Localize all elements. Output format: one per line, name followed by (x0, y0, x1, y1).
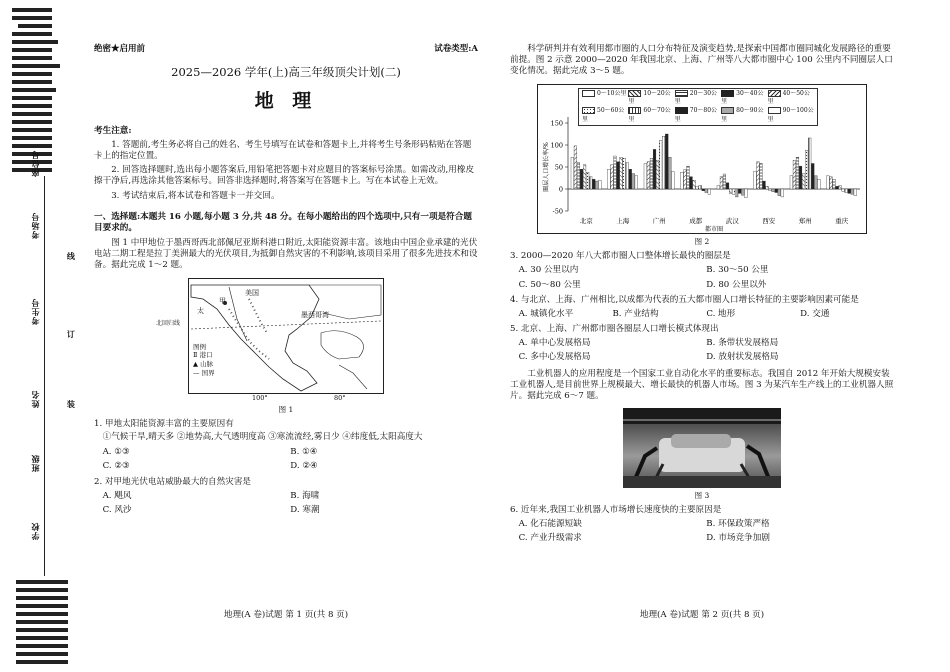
bar (623, 158, 626, 189)
bar (583, 164, 586, 188)
bar (668, 157, 671, 189)
y-tick-label: 0 (558, 185, 563, 194)
question-1-items: ①气候干旱,晴天多 ②地势高,大气透明度高 ③寒流流经,雾日少 ④纬度低,太阳高度大 (102, 432, 423, 443)
bar (757, 161, 760, 188)
bar (656, 160, 659, 189)
notice-3: 3. 考试结束后,将本试卷和答题卡一并交回。 (111, 190, 280, 201)
figure-3-caption: 图 3 (694, 491, 710, 501)
school-label: 学校 (30, 522, 40, 540)
bar (580, 169, 583, 189)
bar (586, 172, 589, 189)
bar (708, 189, 711, 194)
x-tick-label: 西安 (762, 216, 776, 225)
bar (796, 157, 799, 189)
bar (671, 171, 674, 189)
q4-option-c[interactable]: C. 地形 (706, 308, 736, 319)
seal-xian: 线 (66, 252, 77, 260)
bar (729, 189, 732, 193)
bar (690, 176, 693, 188)
q3-option-b[interactable]: B. 30～50 公里 (706, 265, 769, 276)
bar (817, 179, 820, 189)
bar (763, 181, 766, 189)
q6-option-a[interactable]: A. 化石能源短缺 (518, 519, 582, 530)
bar (626, 162, 629, 188)
map-legend-title: 图例 (193, 342, 206, 351)
bar (732, 189, 735, 194)
exam-title: 2025—2026 学年(上)高三年级顶尖计划(二) (171, 65, 401, 80)
bar (699, 185, 702, 189)
legend-item: 0～10公里 (582, 90, 628, 107)
bar (830, 176, 833, 188)
question-5: 5. 北京、上海、广州都市圈各圈层人口增长模式体现出 (510, 324, 719, 335)
bar (598, 180, 601, 189)
bar (799, 166, 802, 189)
q5-option-d[interactable]: D. 放射状发展格局 (706, 352, 779, 363)
map-lon-100: 100° (252, 393, 268, 402)
bar (793, 160, 796, 189)
bar (854, 189, 857, 196)
bar (726, 182, 729, 188)
map-legend-mountain: ▲ 山脉 (193, 360, 214, 369)
map-tropic: 北回归线 (156, 319, 181, 327)
x-tick-label: 北京 (579, 216, 593, 225)
bar (620, 157, 623, 189)
q4-option-a[interactable]: A. 城镇化水平 (518, 308, 574, 319)
page-1-footer: 地理(A 卷)试题 第 1 页(共 8 页) (223, 610, 349, 620)
bar (629, 169, 632, 189)
q2-option-d[interactable]: D. 寒潮 (290, 505, 320, 516)
exam-room-label: 考场号 (30, 212, 40, 239)
x-axis-label: 都市圈 (704, 225, 724, 233)
seal-ding: 订 (66, 330, 77, 338)
bar (617, 161, 620, 188)
map-legend-port: Ⅱ 港口 (193, 351, 213, 360)
notice-2: 2. 回答选择题时,选出每小题答案后,用铅笔把答题卡对应题目的答案标号涂黑。如需改动,用橡皮擦干净后,再选涂其他答案标号。回答非选择题时,将答案写在答题卡上。写在本试卷上无效。 (94, 165, 475, 187)
bar (717, 185, 720, 189)
x-tick-label: 广州 (652, 216, 666, 225)
bar (845, 189, 848, 193)
bar (577, 162, 580, 188)
page-2 (510, 44, 894, 664)
figure-1-map (188, 278, 384, 394)
bar (814, 175, 817, 188)
map-usa: 美国 (245, 288, 259, 297)
map-gulf: 墨西哥湾 (301, 310, 329, 319)
legend-item: 10～20公里 (628, 89, 671, 106)
q3-option-a[interactable]: A. 30 公里以内 (518, 265, 579, 276)
q4-option-d[interactable]: D. 交通 (800, 308, 830, 319)
seat-label: 座位号 (30, 150, 40, 177)
q5-option-c[interactable]: C. 多中心发展格局 (518, 352, 591, 363)
bar (781, 189, 784, 197)
class-label: 班级 (30, 454, 40, 472)
figure-1-caption: 图 1 (278, 404, 294, 414)
notice-1: 1. 答题前,考生务必将自己的姓名、考生号填写在试卷和答题卡上,并将考生号条形码粘贴在答题卡上的指定位置。 (94, 139, 472, 162)
section-1-heading: 一、选择题:本题共 16 小题,每小题 3 分,共 48 分。在每小题给出的四个选项中,只有一项是符合题目要求的。 (94, 211, 472, 233)
bar (705, 189, 708, 193)
question-6: 6. 近年来,我国工业机器人市场增长速度快的主要原因是 (510, 504, 722, 515)
bar (632, 173, 635, 188)
q1-option-b[interactable]: B. ①④ (290, 446, 318, 457)
legend-item: 70～80公里 (674, 106, 718, 123)
bar (592, 179, 595, 189)
y-tick-label: -50 (552, 207, 563, 216)
q6-option-d[interactable]: D. 市场竞争加剧 (706, 533, 770, 544)
legend-item: 90～100公里 (767, 106, 814, 123)
bar (827, 175, 830, 188)
bar (769, 189, 772, 191)
map-legend (193, 343, 215, 378)
map-pacific: 太 (197, 306, 204, 315)
y-tick-label: 150 (550, 119, 563, 128)
bar (766, 186, 769, 189)
bar (693, 180, 696, 189)
student-id-label: 考生号 (30, 298, 40, 325)
q2-option-a[interactable]: A. 飓风 (102, 491, 132, 502)
map-lon-80: 80° (334, 393, 346, 402)
bar (574, 145, 577, 188)
q3-option-c[interactable]: C. 50～80 公里 (518, 279, 581, 290)
bar (842, 189, 845, 191)
bar (687, 166, 690, 189)
bar (696, 186, 699, 189)
bar (808, 137, 811, 188)
q2-option-b[interactable]: B. 海啸 (290, 491, 320, 502)
x-tick-label: 郑州 (798, 216, 812, 225)
question-4: 4. 与北京、上海、广州相比,以成都为代表的五大都市圈人口增长特征的主要影响因素可能是 (510, 294, 859, 305)
bar (665, 134, 668, 189)
bar (848, 189, 851, 193)
passage-2: 科学研判并有效利用都市圈的人口分布特征及演变趋势,是探索中国都市圈同城化发展路径的重要前提。图 2 示意 2000—2020 年我国北京、上海、广州等八大都市圈中心 100 公里内不同圈层人口变化情况。据此完成 3～5 题。 (510, 44, 893, 77)
legend-item: 60～70公里 (628, 106, 671, 123)
q6-option-b[interactable]: B. 环保政策严格 (706, 519, 770, 530)
question-3: 3. 2000—2020 年八大都市圈人口整体增长最快的圈层是 (510, 251, 731, 262)
bar (653, 149, 656, 189)
map-legend-border: — 国界 (193, 368, 215, 377)
legend-item: 20～30公里 (674, 89, 718, 106)
bar (684, 169, 687, 188)
bar (754, 171, 757, 189)
bar (571, 157, 574, 189)
question-1: 1. 甲地太阳能资源丰富的主要原因有 (94, 419, 234, 430)
page-1 (94, 44, 478, 664)
legend-item: 30～40公里 (721, 89, 764, 106)
x-tick-label: 重庆 (835, 216, 849, 225)
figure-2-chart (537, 84, 867, 234)
bar (735, 189, 738, 197)
bar (811, 163, 814, 189)
bar (635, 175, 638, 188)
bar (775, 189, 778, 193)
bar (659, 140, 662, 188)
bar (851, 189, 854, 194)
bar (772, 189, 775, 192)
x-tick-label: 成都 (689, 216, 703, 225)
bar (662, 136, 665, 189)
bar (790, 175, 793, 188)
bar (647, 161, 650, 188)
q5-option-b[interactable]: B. 条带状发展格局 (706, 338, 779, 349)
notice-title: 考生注意: (94, 125, 132, 136)
question-2: 2. 对甲地光伏电站威胁最大的自然灾害是 (94, 477, 252, 487)
x-tick-label: 武汉 (725, 216, 739, 225)
bar (614, 156, 617, 189)
y-axis-label: 圈层人口增长率/% (543, 141, 550, 192)
map-jia: 甲 (219, 296, 226, 305)
q5-option-a[interactable]: A. 单中心发展格局 (518, 338, 591, 349)
bar (760, 163, 763, 189)
q1-option-c[interactable]: C. ②③ (102, 460, 130, 471)
bar (681, 172, 684, 189)
bar (644, 163, 647, 189)
y-tick-label: 50 (554, 163, 563, 172)
q3-option-d[interactable]: D. 80 公里以外 (706, 279, 767, 290)
bar (702, 189, 705, 191)
bar (833, 179, 836, 189)
name-label: 姓名 (30, 390, 40, 408)
page-2-footer: 地理(A 卷)试题 第 2 页(共 8 页) (639, 610, 765, 620)
subject-title: 地 理 (254, 89, 318, 112)
secret-label: 绝密★启用前 (94, 44, 146, 54)
bar (744, 189, 747, 198)
bar (802, 173, 805, 188)
figure-3-photo (623, 408, 781, 488)
figure-2-caption: 图 2 (694, 236, 710, 246)
bar (595, 181, 598, 189)
passage-3: 工业机器人的应用程度是一个国家工业自动化水平的重要标志。我国自 2012 年开始大规模安装工业机器人,是目前世界上规模最大、增长最快的机器人市场。图 3 为某汽车生产线上的工业机器人照片。据此完成 6～7 题。 (510, 368, 894, 401)
passage-1: 图 1 中甲地位于墨西哥西北部佩尼亚斯科港口附近,太阳能资源丰富。该地由中国企业承建的光伏电站二期工程是拉丁美洲最大的光伏项目,为抵御自然灾害的不利影响,该项目采用了很多先进技术和设备。据此完成 1～2 题。 (94, 238, 478, 271)
q2-option-c[interactable]: C. 风沙 (102, 505, 132, 516)
legend-item: 40～50公里 (767, 89, 810, 106)
bar (608, 169, 611, 189)
legend-item: 50～60公里 (582, 106, 625, 123)
seal-zhuang: 装 (66, 400, 77, 408)
binding-line (44, 176, 45, 576)
bar (778, 189, 781, 196)
y-tick-label: 100 (550, 141, 563, 150)
bar-chart-svg (538, 85, 866, 233)
bar (836, 186, 839, 189)
q4-option-b[interactable]: B. 产业结构 (612, 308, 659, 319)
bar (805, 150, 808, 189)
bar (839, 185, 842, 189)
bar (611, 164, 614, 188)
q1-option-a[interactable]: A. ①③ (102, 446, 130, 457)
bar (650, 158, 653, 189)
q6-option-c[interactable]: C. 产业升级需求 (518, 533, 582, 544)
bar (723, 174, 726, 189)
bar (589, 176, 592, 188)
legend-item: 80～90公里 (721, 106, 764, 123)
x-tick-label: 上海 (616, 216, 630, 225)
bar (741, 189, 744, 195)
q1-option-d[interactable]: D. ②④ (290, 460, 318, 471)
bar (720, 176, 723, 188)
binding-stripes (0, 0, 72, 672)
bar (738, 189, 741, 193)
paper-type: 试卷类型:A (434, 44, 478, 54)
